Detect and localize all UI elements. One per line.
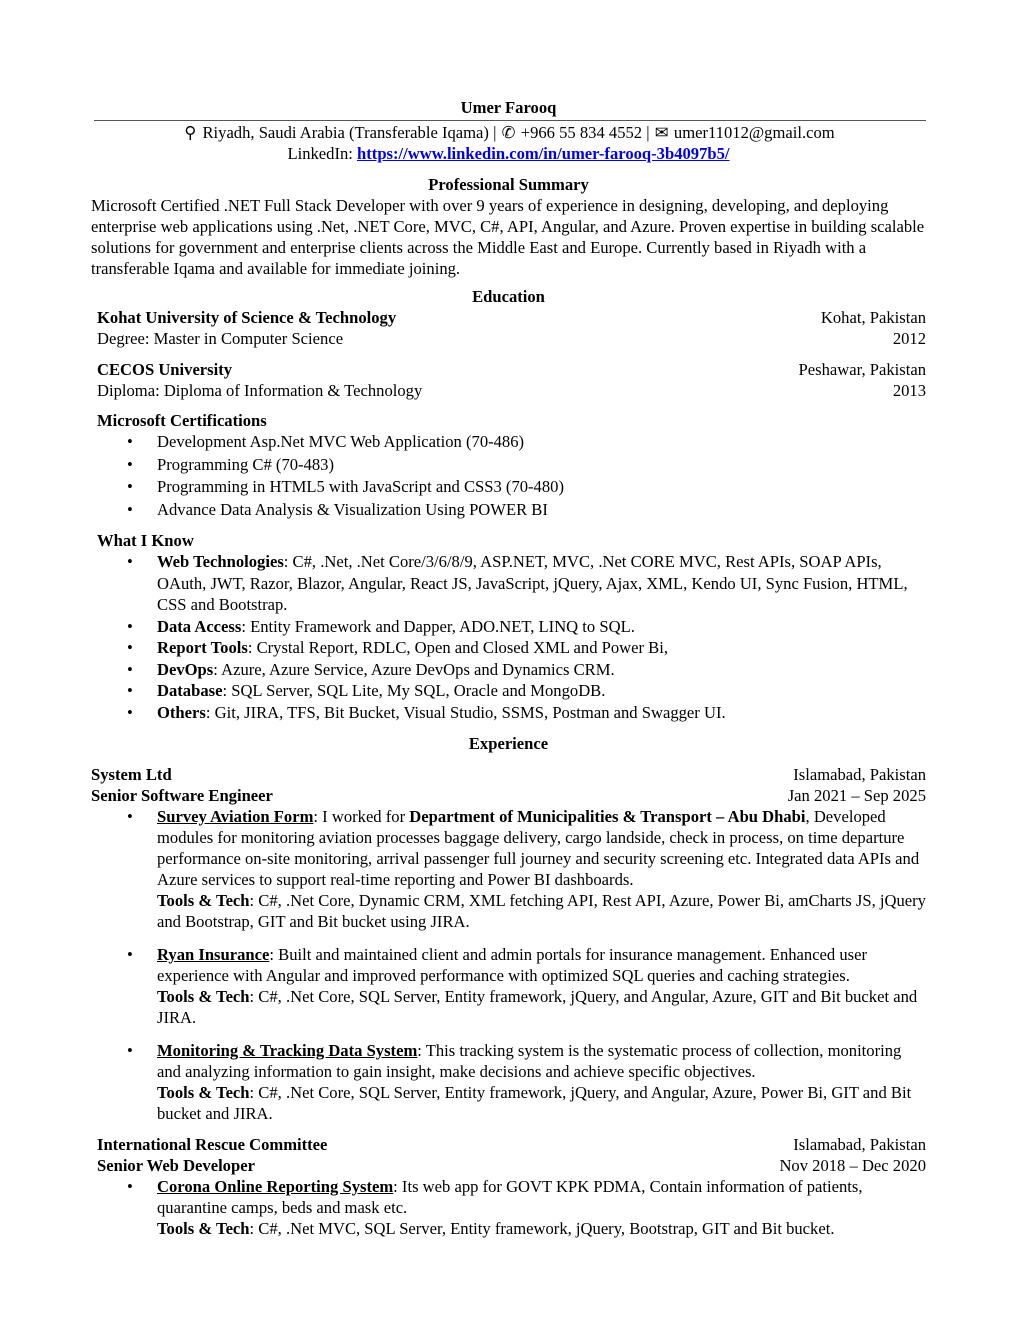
contact-line [91, 122, 926, 143]
project-item [91, 806, 926, 932]
certifications-heading: Microsoft Certifications [97, 411, 267, 430]
tools-list: : C#, .Net Core, Dynamic CRM, XML fetching API, Rest API, Azure, Power Bi, amCharts JS, jQuery and Bootstrap, GIT and Bit bucket using JIRA. [157, 891, 926, 931]
envelope-icon: ✉ [654, 123, 669, 142]
tools-list: : C#, .Net Core, SQL Server, Entity framework, jQuery, and Angular, Azure, Power Bi, GIT and Bit bucket and JIRA. [157, 1083, 912, 1123]
certification-item: • Programming C# (70-483) [91, 454, 926, 477]
skill-item [91, 659, 926, 681]
skill-category: Database [157, 681, 223, 700]
project-item [91, 944, 926, 1028]
email[interactable]: umer11012@gmail.com [673, 123, 835, 142]
separator: | [646, 123, 650, 142]
job-location: Islamabad, Pakistan [793, 765, 926, 784]
job-location: Islamabad, Pakistan [793, 1135, 926, 1154]
job-title: Senior Software Engineer [91, 786, 273, 805]
separator: | [493, 123, 497, 142]
skill-item [91, 702, 926, 724]
project-description: : This tracking system is the systematic process of collection, monitoring and analyzing information to gain insight, make decisions and achieve specific objectives. [157, 1041, 902, 1081]
skill-item [91, 551, 926, 616]
summary-heading: Professional Summary [428, 175, 589, 194]
tools-list: : C#, .Net Core, SQL Server, Entity framework, jQuery, and Angular, Azure, GIT and Bit bucket and JIRA. [157, 987, 918, 1027]
certification-item: • Development Asp.Net MVC Web Application (70-486) [91, 431, 926, 454]
school-location: Peshawar, Pakistan [798, 360, 926, 379]
tools-list: : C#, .Net MVC, SQL Server, Entity framework, jQuery, Bootstrap, GIT and Bit bucket. [249, 1219, 835, 1238]
project-description: : Its web app for GOVT KPK PDMA, Contain information of patients, quarantine camps, beds and mask etc. [157, 1177, 863, 1217]
degree: Diploma: Diploma of Information & Technology [97, 381, 423, 400]
summary-text: Microsoft Certified .NET Full Stack Developer with over 9 years of experience in designing, developing, and deploying enterprise web applications using .Net, .NET Core, MVC, C#, API, Angular, and Azure. Proven expertise in building scalable solutions for government and enterprise clients across the Middle East and Europe. Currently based in Riyadh with a transferable Iqama and available for immediate joining. [91, 196, 925, 278]
job-title: Senior Web Developer [97, 1156, 255, 1175]
skill-item [91, 680, 926, 702]
certification-item: • Advance Data Analysis & Visualization Using POWER BI [91, 499, 926, 522]
project-item [91, 1176, 926, 1239]
company-name: International Rescue Committee [97, 1135, 328, 1154]
project-name: Survey Aviation Form [157, 807, 314, 826]
education-entry [91, 307, 926, 349]
candidate-name: Umer Farooq [460, 98, 557, 117]
skill-item [91, 637, 926, 659]
skill-list: : Azure, Azure Service, Azure DevOps and Dynamics CRM. [213, 659, 615, 679]
client-name: Department of Municipalities & Transport – Abu Dhabi [409, 807, 806, 826]
experience-heading: Experience [468, 734, 549, 753]
job-entry [91, 1134, 926, 1239]
education-entry [91, 359, 926, 401]
certification-item: • Programming in HTML5 with JavaScript and CSS3 (70-480) [91, 476, 926, 499]
linkedin-link[interactable]: https://www.linkedin.com/in/umer-farooq-3b4097b5/ [357, 144, 730, 163]
job-dates: Nov 2018 – Dec 2020 [779, 1156, 926, 1175]
tools-label: Tools & Tech [157, 1219, 250, 1238]
school-location: Kohat, Pakistan [820, 308, 926, 327]
phone: +966 55 834 4552 [520, 123, 643, 142]
project-name: Ryan Insurance [157, 945, 270, 964]
tools-label: Tools & Tech [157, 1083, 250, 1102]
project-name: Corona Online Reporting System [157, 1177, 394, 1196]
school-name: CECOS University [97, 360, 233, 379]
company-name: System Ltd [91, 765, 172, 784]
skill-category: DevOps [157, 659, 214, 679]
year: 2013 [892, 381, 926, 400]
project-tools [157, 1082, 926, 1124]
project-item [91, 1040, 926, 1124]
linkedin-line [91, 143, 926, 164]
header-divider [94, 120, 926, 121]
project-description: : Built and maintained client and admin portals for insurance management. Enhanced user experience with Angular and improved performance with optimized SQL queries and caching strategies. [157, 945, 868, 985]
skills-heading: What I Know [97, 531, 194, 550]
phone-icon: ✆ [501, 123, 516, 142]
school-name: Kohat University of Science & Technology [97, 308, 397, 327]
project-name: Monitoring & Tracking Data System [157, 1041, 418, 1060]
skill-list: : Entity Framework and Dapper, ADO.NET, LINQ to SQL. [241, 616, 635, 636]
job-dates: Jan 2021 – Sep 2025 [787, 786, 926, 805]
location: Riyadh, Saudi Arabia (Transferable Iqama) [202, 123, 489, 142]
skill-list: : C#, .Net, .Net Core/3/6/8/9, ASP.NET, MVC, .Net CORE MVC, Rest APIs, SOAP APIs, OAuth, JWT, Razor, Blazor, Angular, React JS, JavaScript, jQuery, Ajax, XML, Kendo UI, Sync Fusion, HTML, CSS and Bootstrap. [157, 552, 908, 614]
skill-category: Data Access [157, 616, 242, 636]
project-tools [157, 986, 926, 1028]
project-tools [157, 890, 926, 932]
skill-category: Web Technologies [157, 552, 284, 571]
location-pin-icon: ⚲ [184, 123, 197, 142]
skill-category: Report Tools [157, 638, 248, 657]
tools-label: Tools & Tech [157, 891, 250, 910]
skill-item [91, 616, 926, 638]
education-heading: Education [472, 287, 545, 306]
year: 2012 [892, 329, 926, 348]
degree: Degree: Master in Computer Science [97, 329, 344, 348]
tools-label: Tools & Tech [157, 987, 250, 1006]
job-entry [91, 764, 926, 1124]
skill-list: : SQL Server, SQL Lite, My SQL, Oracle and MongoDB. [222, 681, 606, 700]
skill-list: : Git, JIRA, TFS, Bit Bucket, Visual Studio, SSMS, Postman and Swagger UI. [205, 702, 726, 722]
project-details: , Developed modules for monitoring aviation processes baggage delivery, cargo landside, check in process, on time departure performance on-site monitoring, arrival passenger full journey and security screening etc. Integrated data APIs and Azure services to support real-time reporting and Power BI dashboards. [157, 807, 920, 889]
project-description: : I worked for [313, 807, 410, 826]
linkedin-label: LinkedIn: [287, 144, 353, 163]
skill-category: Others [157, 702, 206, 722]
skill-list: : Crystal Report, RDLC, Open and Closed XML and Power Bi, [247, 638, 669, 657]
project-tools [157, 1218, 926, 1239]
